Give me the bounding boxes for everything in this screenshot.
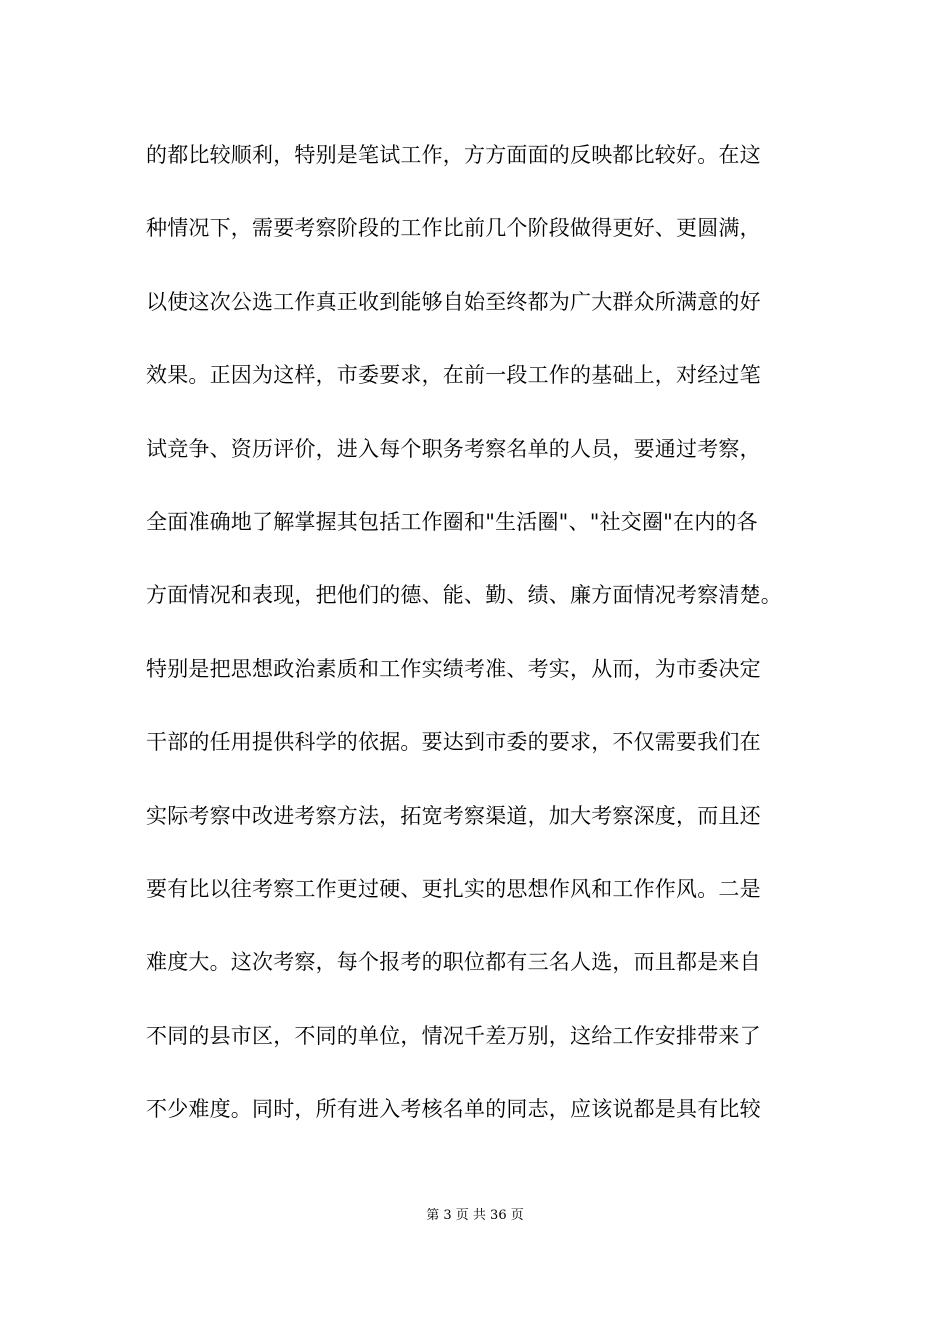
- text-line: 实际考察中改进考察方法，拓宽考察渠道，加大考察深度，而且还: [146, 803, 761, 828]
- text-line: 难度大。这次考察，每个报考的职位都有三名人选，而且都是来自: [146, 950, 761, 975]
- text-line: 特别是把思想政治素质和工作实绩考准、考实，从而，为市委决定: [146, 656, 761, 681]
- text-line: 不少难度。同时，所有进入考核名单的同志，应该说都是具有比较: [146, 1097, 761, 1122]
- text-line: 以使这次公选工作真正收到能够自始至终都为广大群众所满意的好: [146, 289, 761, 314]
- text-line: 干部的任用提供科学的依据。要达到市委的要求，不仅需要我们在: [146, 730, 761, 755]
- text-line: 不同的县市区，不同的单位，情况千差万别，这给工作安排带来了: [146, 1023, 761, 1048]
- text-line: 方面情况和表现，把他们的德、能、勤、绩、廉方面情况考察清楚。: [146, 583, 782, 608]
- text-line: 试竞争、资历评价，进入每个职务考察名单的人员，要通过考察，: [146, 436, 761, 461]
- text-line: 的都比较顺利，特别是笔试工作，方方面面的反映都比较好。在这: [146, 143, 761, 167]
- text-line: 全面准确地了解掌握其包括工作圈和"生活圈"、"社交圈"在内的各: [146, 509, 758, 534]
- body-text: [146, 131, 826, 1158]
- text-line: 效果。正因为这样，市委要求，在前一段工作的基础上，对经过笔: [146, 363, 761, 388]
- page-number-footer: 第 3 页 共 36 页: [426, 1208, 524, 1223]
- text-line: 种情况下，需要考察阶段的工作比前几个阶段做得更好、更圆满，: [146, 216, 761, 241]
- text-line: 要有比以往考察工作更过硬、更扎实的思想作风和工作作风。二是: [146, 876, 761, 901]
